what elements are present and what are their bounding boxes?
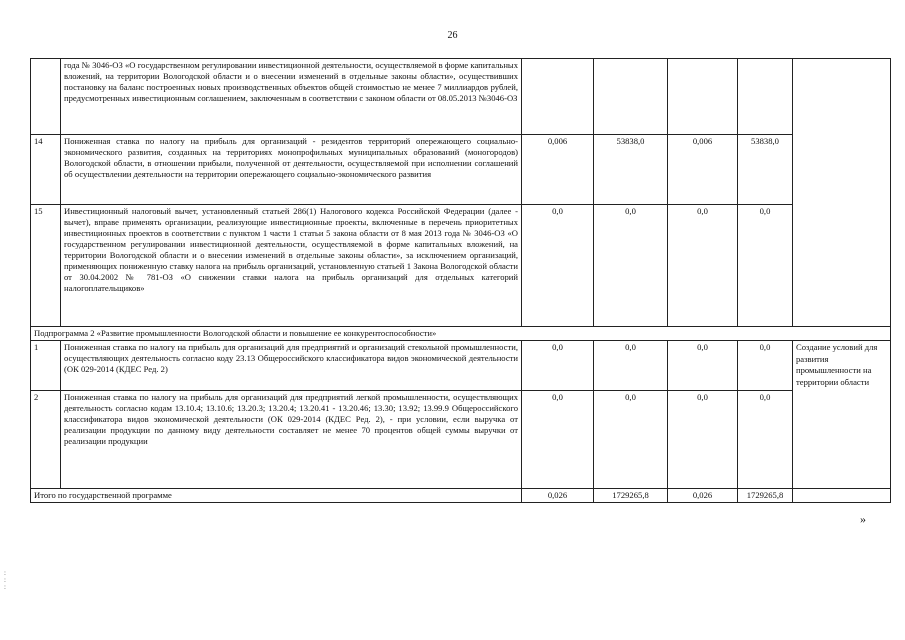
row-number: 15	[31, 205, 61, 327]
tax-expenditures-table	[30, 58, 891, 503]
row-value-3: 0,0	[668, 205, 738, 327]
row-value-4: 0,0	[738, 205, 793, 327]
row-value-2: 0,0	[594, 341, 668, 391]
total-note	[793, 489, 891, 503]
row-description: года № 3046-ОЗ «О государственном регулировании инвестиционной деятельности, осуществляемой в форме капитальных вложений, на территории Вологодской области и о внесении изменений в отдельные законы области», осуществивших постановку на баланс построенных новых производственных объектов общей стоимостью не менее 7 миллиардов рублей, предусмотренных инвестиционным соглашением, заключенным в соответствии с законом области от 08.05.2013 №3046-ОЗ	[61, 59, 522, 135]
row-description: Пониженная ставка по налогу на прибыль для организаций - резидентов территорий опережающего социально-экономического развития, созданных на территориях монопрофильных муниципальных образований (моногородов) Вологодской области, в отношении прибыли, полученной от деятельности, осуществляемой при исполнении соглашений об осуществлении деятельности на территории опережающего социально-экономического развития	[61, 135, 522, 205]
total-row	[31, 489, 891, 503]
row-number	[31, 59, 61, 135]
page-number: 26	[447, 30, 458, 41]
row-number: 2	[31, 391, 61, 489]
row-value-4: 53838,0	[738, 135, 793, 205]
row-value-1: 0,0	[522, 341, 594, 391]
row-description: Пониженная ставка по налогу на прибыль для организаций для предприятий и организаций стекольной промышленности, осуществляющих деятельность согласно коду 23.13 Общероссийского классификатора видов экономической деятельности (ОК 029-2014 (КДЕС Ред. 2)	[61, 341, 522, 391]
closing-quote: »	[860, 512, 866, 526]
table-row	[31, 391, 891, 489]
total-label: Итого по государственной программе	[31, 489, 522, 503]
row-value-2: 0,0	[594, 391, 668, 489]
row-value-1: 0,0	[522, 391, 594, 489]
row-value-1	[522, 59, 594, 135]
row-value-4	[738, 59, 793, 135]
row-value-3: 0,006	[668, 135, 738, 205]
row-description: Пониженная ставка по налогу на прибыль для организаций для предприятий легкой промышленности, осуществляющих деятельность согласно кодам 13.10.4; 13.10.6; 13.20.3; 13.20.4; 13.20.41 - 13.20.46; 13.30; 13.92; 13.99.9 Общероссийского классификатора видов экономической деятельности (ОК 029-2014 (КДЕС Ред. 2), - при условии, если выручка от реализации продукции по данному виду деятельности составляет не менее 70 процентов общей суммы выручки от реализации продукции	[61, 391, 522, 489]
row-value-3: 0,0	[668, 391, 738, 489]
subprogram-title: Подпрограмма 2 «Развитие промышленности Вологодской области и повышение ее конкурентоспособности»	[31, 327, 891, 341]
table-row	[31, 341, 891, 391]
binding-edge-mark: : : :	[4, 569, 6, 591]
total-value-2: 1729265,8	[594, 489, 668, 503]
row-value-4: 0,0	[738, 391, 793, 489]
row-value-1: 0,006	[522, 135, 594, 205]
subprogram-goal: Создание условий для развития промышленности на территории области	[793, 341, 891, 489]
row-value-1: 0,0	[522, 205, 594, 327]
row-value-3	[668, 59, 738, 135]
row-value-4: 0,0	[738, 341, 793, 391]
table-row	[31, 59, 891, 135]
row-value-2: 53838,0	[594, 135, 668, 205]
row-value-3: 0,0	[668, 341, 738, 391]
row-number: 1	[31, 341, 61, 391]
total-value-1: 0,026	[522, 489, 594, 503]
total-value-3: 0,026	[668, 489, 738, 503]
total-value-4: 1729265,8	[738, 489, 793, 503]
row-value-2: 0,0	[594, 205, 668, 327]
row-note	[793, 59, 891, 327]
row-number: 14	[31, 135, 61, 205]
table-row	[31, 205, 891, 327]
table-row	[31, 135, 891, 205]
subprogram-row	[31, 327, 891, 341]
row-value-2	[594, 59, 668, 135]
row-description: Инвестиционный налоговый вычет, установленный статьей 286(1) Налогового кодекса Российской Федерации (далее - вычет), вправе применять организации, реализующие инвестиционные проекты, включенные в перечень приоритетных инвестиционных проектов в соответствии с пунктом 1 части 1 статьи 5 закона области от 8 мая 2013 года № 3046-ОЗ «О государственном регулировании инвестиционной деятельности, осуществляемой в форме капитальных вложений, на территории Вологодской области и о внесении изменений в отдельные законы области», за исключением организаций, применяющих пониженную ставку налога на прибыль организаций, установленную статьей 1 Закона Вологодской области от 30.04.2002 № 781-ОЗ «О снижении ставки налога на прибыль организаций для отдельных категорий налогоплательщиков»	[61, 205, 522, 327]
